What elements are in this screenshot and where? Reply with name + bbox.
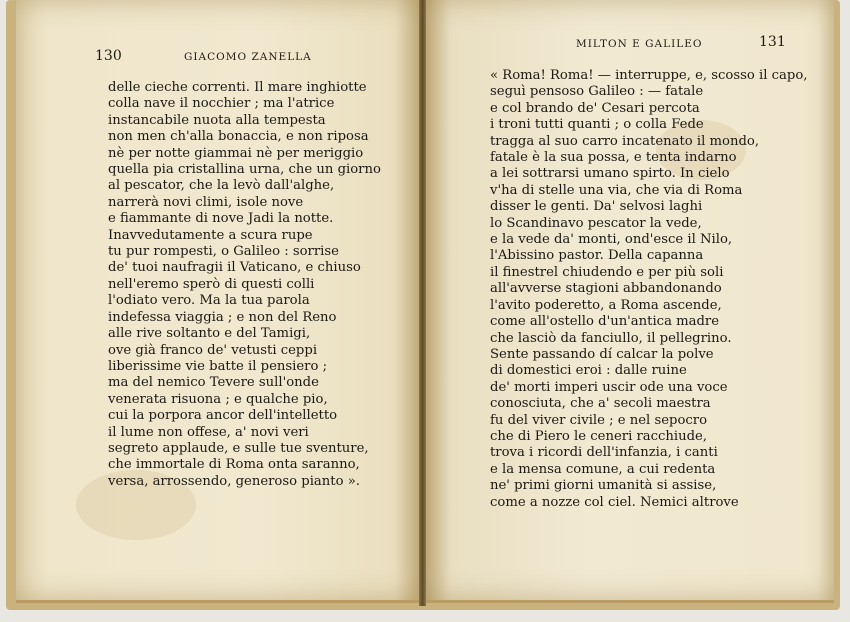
- text-line: versa, arrossendo, generoso pianto ».: [108, 473, 360, 489]
- text-line: alle rive soltanto e del Tamigi,: [108, 326, 311, 342]
- text-line: instancabile nuota alla tempesta: [108, 112, 326, 128]
- open-book: [6, 0, 840, 610]
- text-line: e la mensa comune, a cui redenta: [490, 461, 716, 477]
- left-page: [16, 0, 419, 603]
- text-line: liberissime vie batte il pensiero ;: [108, 358, 328, 374]
- text-line: conosciuta, che a' secoli maestra: [490, 396, 711, 412]
- page-number-right: 131: [759, 34, 786, 50]
- text-line: disser le genti. Da' selvosi laghi: [490, 199, 703, 215]
- text-line: de' morti imperi uscir ode una voce: [490, 379, 728, 395]
- text-line: i troni tutti quanti ; o colla Fede: [490, 117, 704, 133]
- page-number-left: 130: [95, 48, 122, 64]
- text-line: Sente passando dí calcar la polve: [490, 346, 714, 362]
- text-line: il lume non offese, a' novi veri: [108, 424, 309, 440]
- text-line: quella pia cristallina urna, che un giorno: [108, 162, 381, 178]
- text-line: che lasciò da fanciullo, il pellegrino.: [490, 330, 732, 346]
- text-line: narrerà novi climi, isole nove: [108, 194, 304, 210]
- right-page: [426, 0, 834, 603]
- text-line: v'ha di stelle una via, che via di Roma: [490, 182, 743, 198]
- text-line: cui la porpora ancor dell'intelletto: [108, 408, 338, 424]
- text-line: fu del viver civile ; e nel sepocro: [490, 412, 708, 428]
- text-line: come a nozze col ciel. Nemici altrove: [490, 494, 739, 510]
- text-line: tragga al suo carro incatenato il mondo,: [490, 133, 760, 149]
- text-line: che immortale di Roma onta saranno,: [108, 457, 360, 473]
- text-line: e la vede da' monti, ond'esce il Nilo,: [490, 232, 733, 248]
- text-line: e col brando de' Cesari percota: [490, 100, 700, 116]
- text-line: il finestrel chiudendo e per più soli: [490, 264, 724, 280]
- text-line: Inavvedutamente a scura rupe: [108, 227, 313, 243]
- text-line: nell'eremo sperò di questi colli: [108, 276, 315, 292]
- text-line: colla nave il nocchier ; ma l'atrice: [108, 96, 335, 112]
- text-line: ma del nemico Tevere sull'onde: [108, 375, 319, 391]
- text-line: che di Piero le ceneri racchiude,: [490, 428, 708, 444]
- text-line: segreto applaude, e sulle tue sventure,: [108, 440, 369, 456]
- book-gutter: [419, 0, 426, 606]
- text-line: tu pur rompesti, o Galileo : sorrise: [108, 244, 339, 260]
- text-line: ne' primi giorni umanità si assise,: [490, 478, 717, 494]
- text-line: de' tuoi naufragii il Vaticano, e chiuso: [108, 260, 361, 276]
- text-line: l'Abissino pastor. Della capanna: [490, 248, 704, 264]
- text-line: lo Scandinavo pescator la vede,: [490, 215, 702, 231]
- text-line: a lei sottrarsi umano spirto. In cielo: [490, 166, 730, 182]
- running-head-left: GIACOMO ZANELLA: [184, 51, 312, 63]
- text-line: venerata risuona ; e qualche pio,: [108, 391, 328, 407]
- text-line: all'avverse stagioni abbandonando: [490, 281, 722, 297]
- text-line: non men ch'alla bonaccia, e non riposa: [108, 129, 369, 145]
- text-line: come all'ostello d'un'antica madre: [490, 314, 720, 330]
- left-page-text: [108, 80, 381, 490]
- text-line: nè per notte giammai nè per meriggio: [108, 145, 364, 161]
- text-line: l'odiato vero. Ma la tua parola: [108, 293, 310, 309]
- running-head-right: MILTON E GALILEO: [576, 38, 703, 50]
- text-line: di domestici eroi : dalle ruine: [490, 363, 687, 379]
- text-line: indefessa viaggia ; e non del Reno: [108, 309, 337, 325]
- text-line: « Roma! Roma! — interruppe, e, scosso il capo,: [490, 68, 808, 83]
- text-line: trova i ricordi dell'infanzia, i canti: [490, 445, 718, 461]
- text-line: l'avito poderetto, a Roma ascende,: [490, 297, 722, 313]
- text-line: seguì pensoso Galileo : — fatale: [490, 84, 704, 100]
- text-line: al pescator, che la levò dall'alghe,: [108, 178, 335, 194]
- text-line: e fiammante di nove Jadi la notte.: [108, 211, 334, 227]
- text-line: delle cieche correnti. Il mare inghiotte: [108, 80, 367, 95]
- text-line: fatale è la sua possa, e tenta indarno: [490, 150, 737, 166]
- text-line: ove già franco de' vetusti ceppi: [108, 342, 318, 358]
- right-page-text: [490, 68, 807, 511]
